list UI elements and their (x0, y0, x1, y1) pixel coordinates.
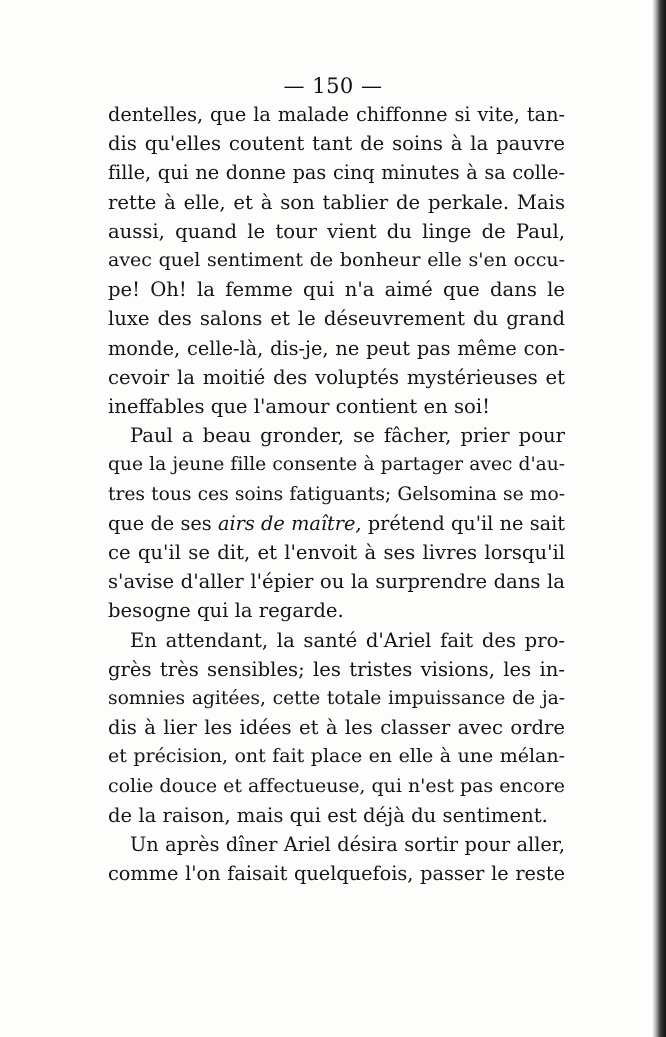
text-line: aussi, quand le tour vient du linge de Paul, (108, 219, 565, 243)
text-line: colie douce et affectueuse, qui n'est pas encore (108, 774, 565, 797)
text-line: somnies agitées, cette totale impuissance de ja- (108, 688, 565, 710)
text-line: rette à elle, et à son tablier de perkale. Mais (108, 190, 565, 214)
text-line: dis à lier les idées et à les classer avec ordre (108, 716, 565, 740)
text-line: grès très sensibles; les tristes visions, les in- (108, 657, 565, 681)
text-line: luxe des salons et le déseuvrement du grand (108, 307, 565, 331)
text-line: Paul a beau gronder, se fâcher, prier pour (130, 424, 565, 448)
text-line: comme l'on faisait quelquefois, passer le reste (108, 862, 565, 886)
text-line-mixed (108, 509, 565, 538)
body-text (108, 100, 565, 888)
text-line: besogne qui la regarde. (108, 599, 344, 623)
text-line: dentelles, que la malade chiffonne si vite, tan- (108, 103, 565, 126)
page-edge-shadow (652, 0, 666, 1037)
paragraph-4 (108, 830, 565, 888)
text-line: En attendant, la santé d'Ariel fait des pro- (130, 628, 565, 652)
text-segment: prétend qu'il ne sait (367, 511, 566, 535)
page-number: — 150 — (283, 74, 383, 98)
paragraph-3 (108, 626, 565, 830)
text-line: ce qu'il se dit, et l'envoit à ses livres lorsqu'il (108, 541, 565, 565)
text-line: fille, qui ne donne pas cinq minutes à sa colle- (108, 161, 565, 185)
italic-phrase: airs de maître, (218, 511, 362, 535)
text-line: s'avise d'aller l'épier ou la surprendre dans la (108, 570, 565, 594)
text-line: cevoir la moitié des voluptés mystérieuses et (108, 365, 565, 389)
text-line: monde, celle-là, dis-je, ne peut pas même con- (108, 336, 565, 360)
text-line: tres tous ces soins fatiguants; Gelsomina se mo- (108, 483, 565, 505)
text-line: de la raison, mais qui est déjà du sentiment. (108, 803, 548, 827)
paragraph-1 (108, 100, 565, 421)
text-line: pe! Oh! la femme qui n'a aimé que dans le (108, 278, 565, 302)
text-line: ineffables que l'amour contient en soi! (108, 395, 490, 419)
text-line: que la jeune fille consente à partager avec d'au- (108, 454, 565, 476)
paragraph-2 (108, 421, 565, 625)
text-line: avec quel sentiment de bonheur elle s'en occu- (108, 249, 565, 272)
text-line: dis qu'elles coutent tant de soins à la pauvre (108, 132, 565, 156)
text-segment: que de ses (108, 511, 212, 535)
text-line: et précision, ont fait place en elle à une mélan- (108, 745, 565, 768)
text-line: Un après dîner Ariel désira sortir pour aller, (130, 833, 565, 857)
